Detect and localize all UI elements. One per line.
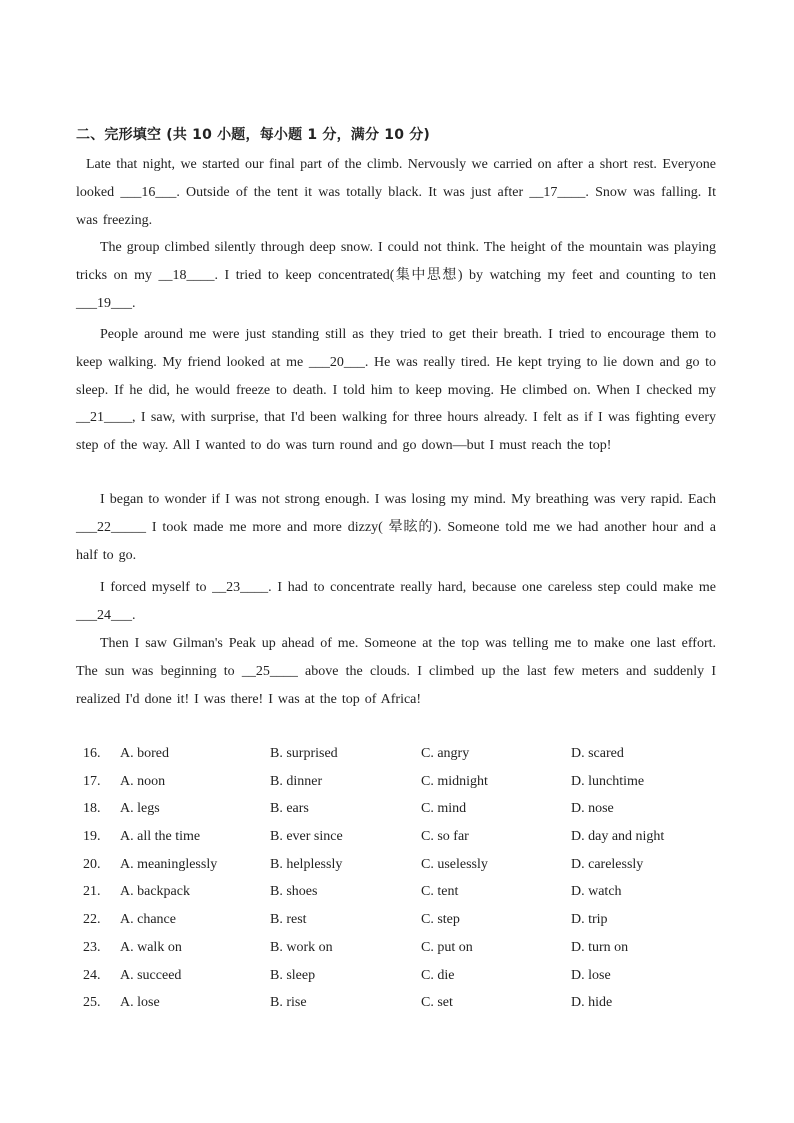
question-number: 16. (83, 746, 101, 761)
paragraph-text: I began to wonder if I was not strong enough. I was losing my mind. My breathing was very rapid. Each ___22_____ I took made me more and more dizzy( 晕眩的). Someone told me we had another hour and a half to go. (76, 492, 716, 563)
option-d: D. turn on (571, 939, 629, 955)
option-b: B. ever since (270, 829, 343, 845)
question-number: 23. (83, 939, 101, 955)
paragraph-text: Then I saw Gilman's Peak up ahead of me. Someone at the top was telling me to make one last effort. The sun was beginning to __25____ above the clouds. I climbed up the last few meters and suddenly I realized I'd done it! I was there! I was at the top of Africa! (76, 636, 716, 707)
question-number: 18. (83, 801, 101, 817)
option-d: D. day and night (571, 829, 665, 845)
option-b: B. sleep (270, 967, 316, 983)
option-b: B. ears (270, 801, 309, 817)
option-c: C. die (421, 967, 455, 983)
option-d: D. lunchtime (571, 773, 645, 789)
option-b: B. surprised (270, 746, 338, 761)
option-d: D. watch (571, 884, 622, 900)
paragraph-text: Late that night, we started our final part of the climb. Nervously we carried on after a short rest. Everyone looked ___16___. Outside of the tent it was totally black. It was just after __17____. Snow was falling. It was freezing. (76, 157, 716, 228)
option-a: A. bored (120, 746, 169, 761)
option-a: A. lose (120, 995, 160, 1011)
option-d: D. scared (571, 746, 624, 761)
paragraph-text: The group climbed silently through deep snow. I could not think. The height of the mountain was playing tricks on my __18____. I tried to keep concentrated(集中思想) by watching my feet and counting to ten ___19___. (76, 240, 716, 311)
option-a: A. chance (120, 912, 176, 928)
paragraph-2 (76, 234, 716, 317)
paragraph-5 (76, 574, 716, 630)
option-c: C. uselessly (421, 856, 488, 872)
option-c: C. tent (421, 884, 459, 900)
option-a: A. noon (120, 773, 166, 789)
option-d: D. carelessly (571, 856, 644, 872)
option-c: C. put on (421, 939, 473, 955)
option-b: B. rest (270, 912, 307, 928)
option-b: B. helplessly (270, 856, 343, 872)
question-number: 19. (83, 829, 101, 845)
question-number: 25. (83, 995, 101, 1011)
option-b: B. shoes (270, 884, 318, 900)
option-a: A. meaninglessly (120, 856, 218, 872)
option-d: D. nose (571, 801, 614, 817)
question-number: 22. (83, 912, 101, 928)
paragraph-4 (76, 486, 716, 569)
option-a: A. walk on (120, 939, 182, 955)
question-number: 20. (83, 856, 101, 872)
option-c: C. so far (421, 829, 469, 845)
option-a: A. legs (120, 801, 160, 817)
option-d: D. lose (571, 967, 611, 983)
option-a: A. succeed (120, 967, 182, 983)
section-heading: 二、完形填空 (共 10 小题，每小题 1 分，满分 10 分) (76, 127, 431, 143)
option-b: B. dinner (270, 773, 323, 789)
option-c: C. midnight (421, 773, 488, 789)
option-d: D. trip (571, 912, 608, 928)
option-d: D. hide (571, 995, 613, 1011)
question-number: 21. (83, 884, 101, 900)
question-number: 24. (83, 967, 101, 983)
option-b: B. work on (270, 939, 333, 955)
option-c: C. step (421, 912, 460, 928)
option-a: A. backpack (120, 884, 190, 900)
option-c: C. set (421, 995, 453, 1011)
paragraph-1 (76, 151, 716, 234)
option-a: A. all the time (120, 829, 201, 845)
option-c: C. angry (421, 746, 470, 761)
option-c: C. mind (421, 801, 467, 817)
paragraph-text: I forced myself to __23____. I had to concentrate really hard, because one careless step could make me ___24___. (76, 580, 716, 623)
paragraph-text: People around me were just standing still as they tried to get their breath. I tried to encourage them to keep walking. My friend looked at me ___20___. He was really tired. He kept trying to lie down and go to sleep. If he did, he would freeze to death. I told him to keep moving. He climbed on. When I checked my __21____, I saw, with surprise, that I'd been walking for three hours already. I felt as if I was fighting every step of the way. All I wanted to do was turn round and go down—but I must reach the top! (76, 327, 716, 454)
question-number: 17. (83, 773, 101, 789)
paragraph-3 (76, 321, 716, 460)
paragraph-6 (76, 630, 716, 713)
option-b: B. rise (270, 995, 307, 1011)
